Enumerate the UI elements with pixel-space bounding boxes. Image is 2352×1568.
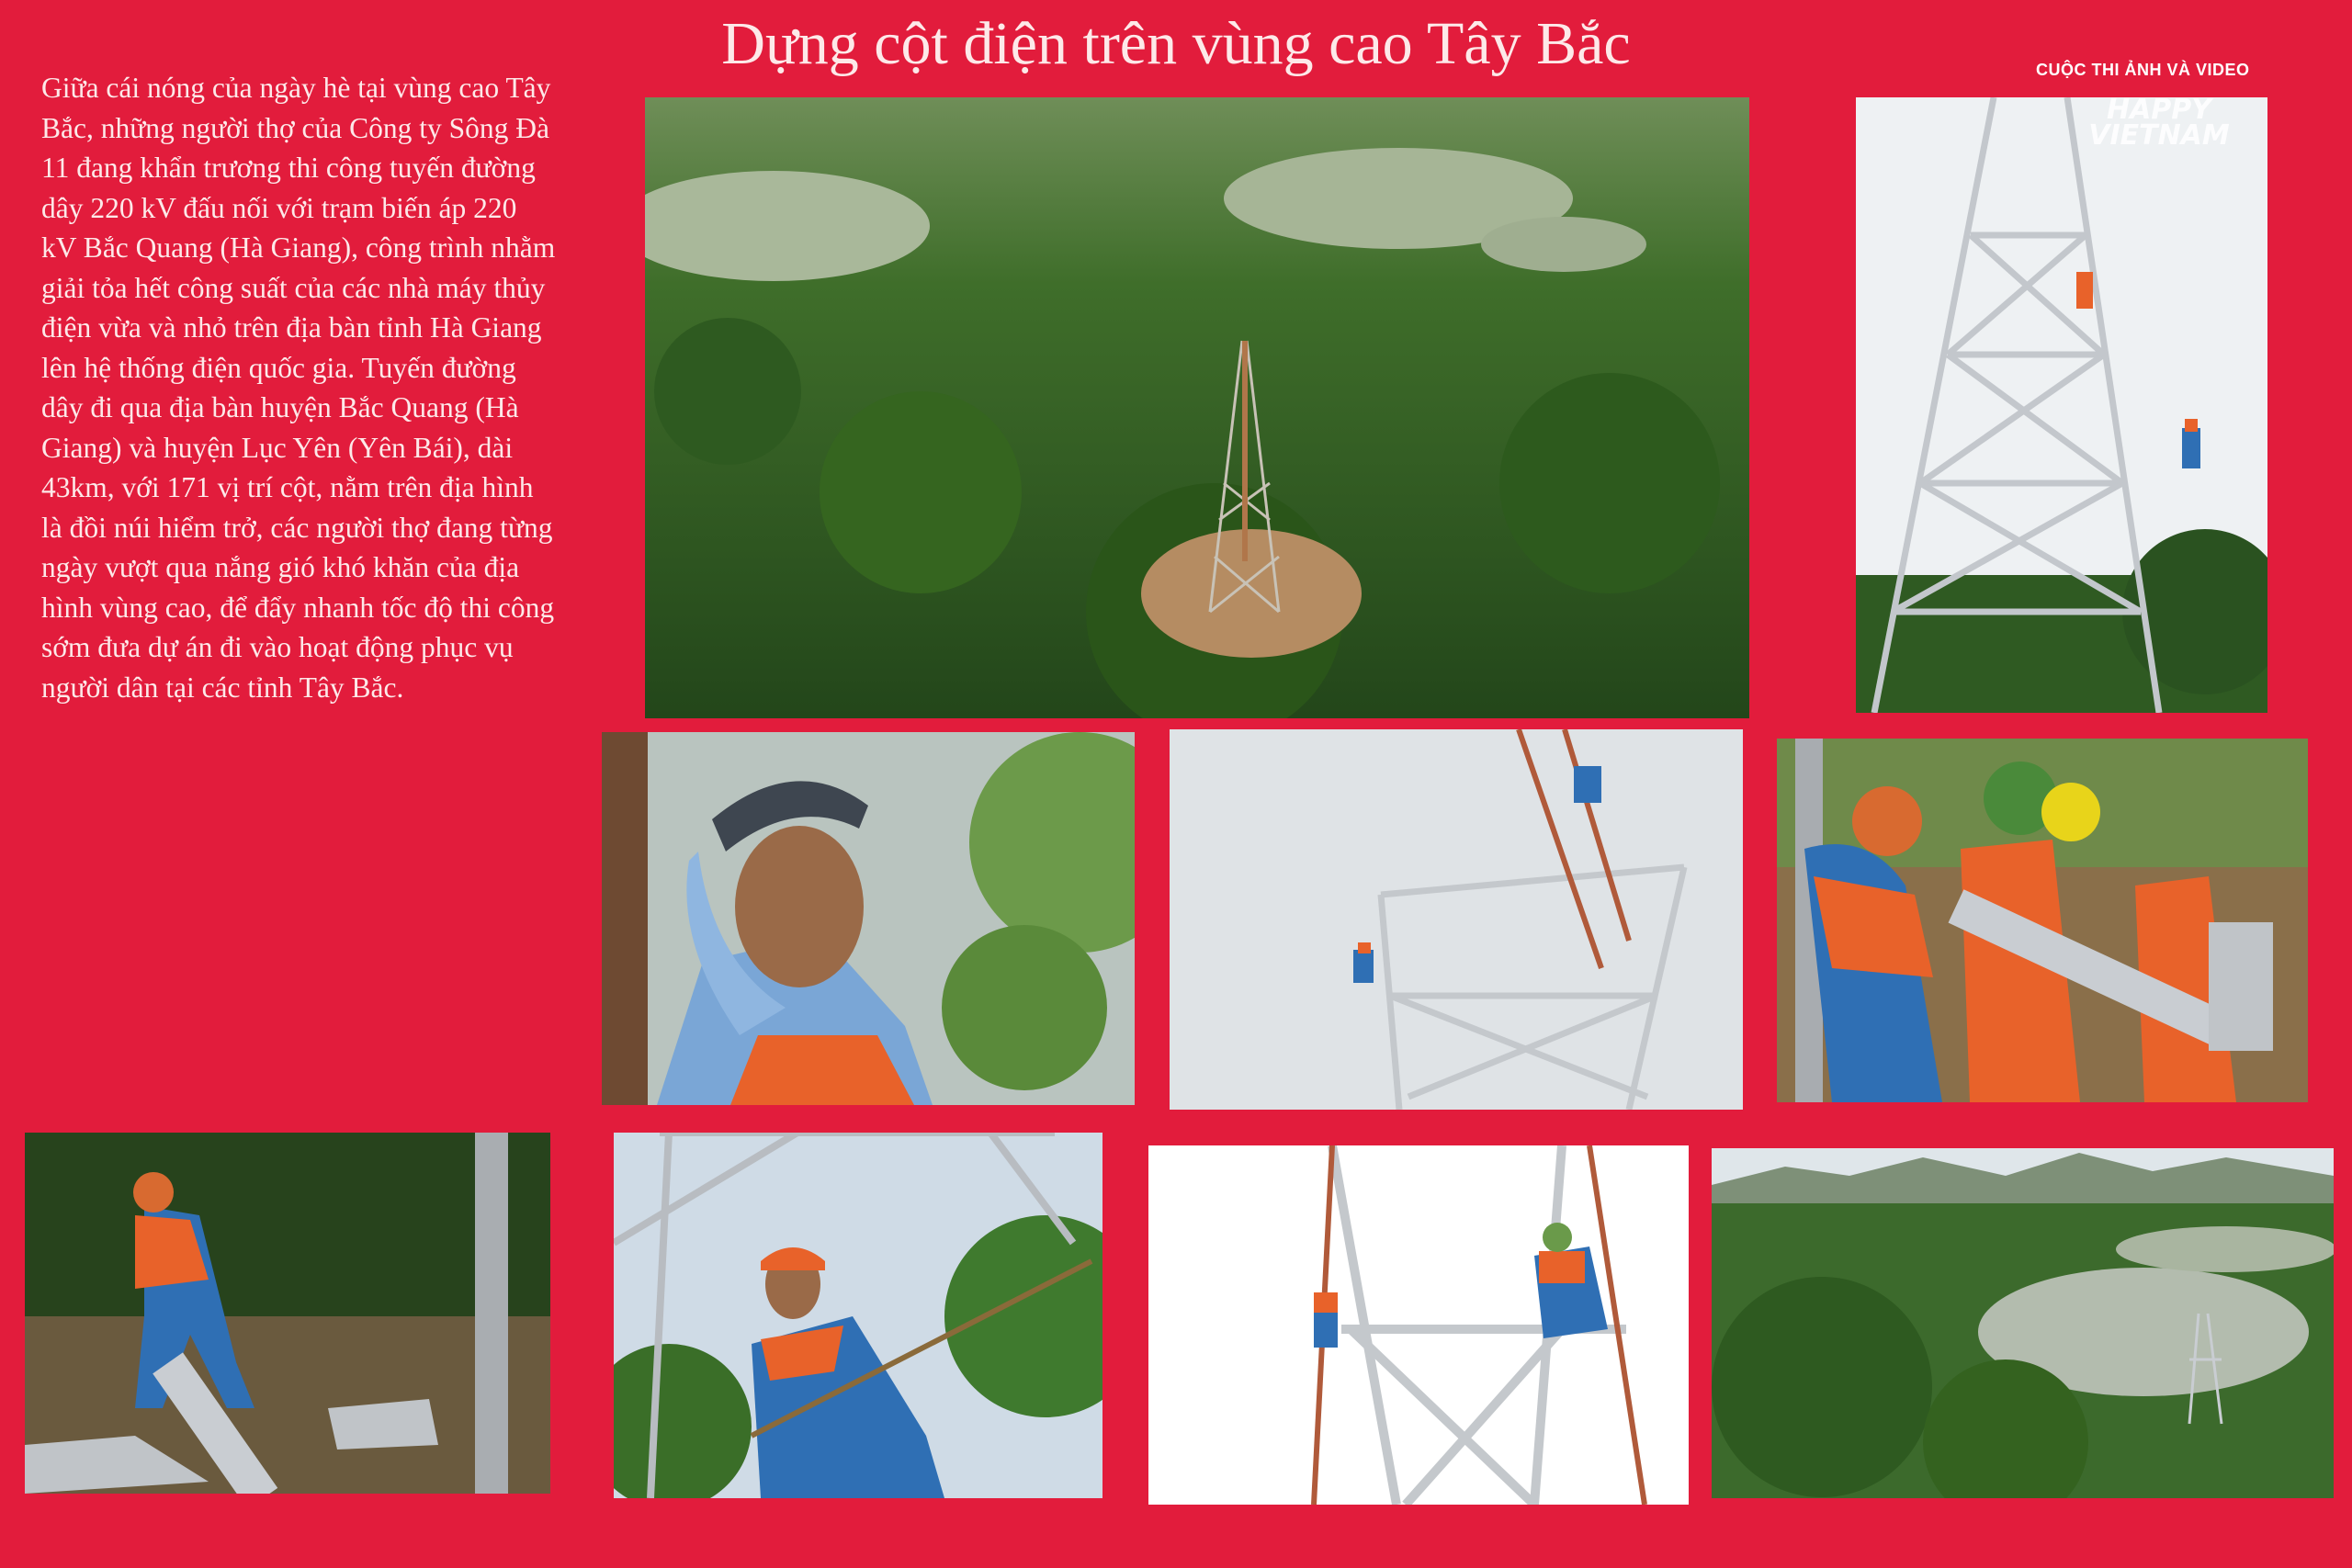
- photo-worker-pulling-rope: [614, 1133, 1102, 1498]
- photo-crew-lifting-steel: [1777, 739, 2308, 1102]
- photo-climbers-on-lattice: [1170, 729, 1743, 1110]
- photo-valley-landscape: [1712, 1148, 2334, 1498]
- article-body: Giữa cái nóng của ngày hè tại vùng cao Tây Bắc, những người thợ của Công ty Sông Đà 11 đang khẩn trương thi công tuyến đường dây 220 kV đấu nối với trạm biến áp 220 kV Bắc Quang (Hà Giang), công trình nhằm giải tỏa hết công suất của các nhà máy thủy điện vừa và nhỏ trên địa bàn tỉnh Hà Giang lên hệ thống điện quốc gia. Tuyến đường dây đi qua địa bàn huyện Bắc Quang (Hà Giang) và huyện Lục Yên (Yên Bái), dài 43km, với 171 vị trí cột, nằm trên địa hình là đồi núi hiểm trở, các người thợ đang từng ngày vượt qua nắng gió khó khăn của địa hình vùng cao, để đẩy nhanh tốc độ thi công sớm đưa dự án đi vào hoạt động phục vụ người dân tại các tỉnh Tây Bắc.: [41, 72, 556, 704]
- page-title: Dựng cột điện trên vùng cao Tây Bắc: [721, 10, 1631, 77]
- photo-worker-with-crowbar: [25, 1133, 550, 1494]
- photo-aerial-tower-site: [645, 97, 1749, 718]
- photo-tower-climbers: [1856, 94, 2267, 713]
- photo-workers-on-tower-joint: [1148, 1145, 1689, 1505]
- happy-vietnam-watermark: HAPPY VIETNAM: [2088, 94, 2230, 152]
- photo-worker-with-towel: [602, 732, 1135, 1105]
- contest-badge: CUỘC THI ẢNH VÀ VIDEO: [2036, 61, 2250, 79]
